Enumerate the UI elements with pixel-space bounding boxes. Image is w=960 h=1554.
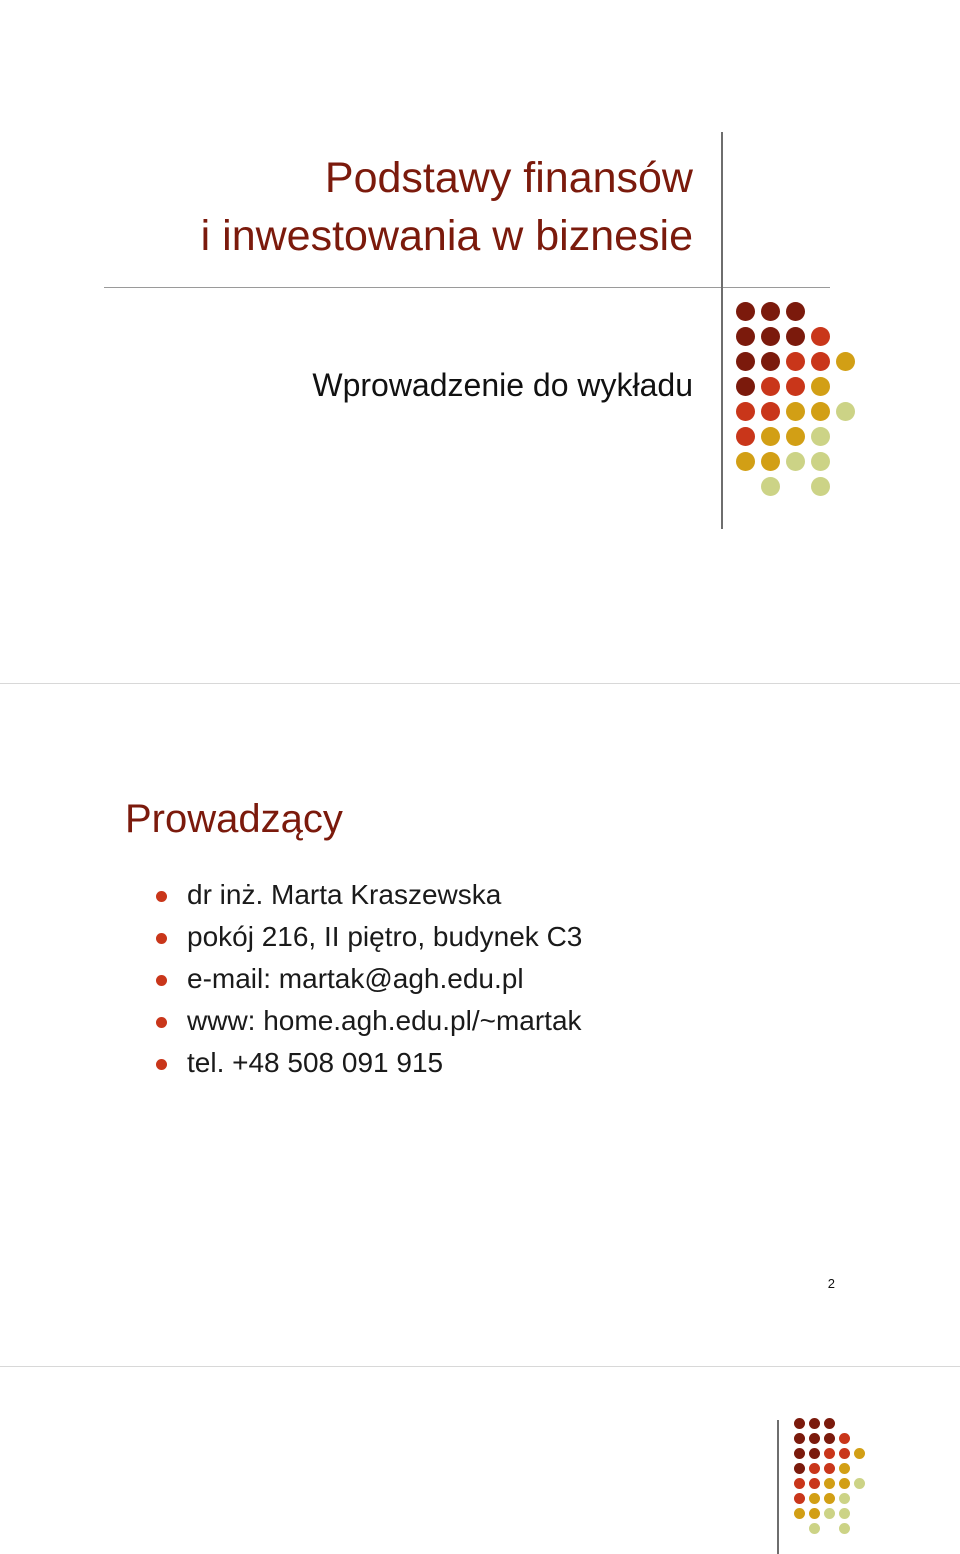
dot-gold <box>811 377 830 396</box>
dot-dark <box>761 327 780 346</box>
bullet-item-email <box>156 958 582 1000</box>
dot-red <box>761 402 780 421</box>
bullet-item-www <box>156 1000 582 1042</box>
bullet-item-phone <box>156 1042 582 1084</box>
title-line-1: Podstawy finansów <box>324 154 693 202</box>
vertical-divider <box>777 1420 779 1554</box>
dot-light <box>836 402 855 421</box>
bullet-icon <box>156 891 167 902</box>
dot-red <box>786 377 805 396</box>
dot-dark <box>761 302 780 321</box>
dot-dark <box>809 1433 820 1444</box>
dot-gold <box>809 1508 820 1519</box>
bullet-icon <box>156 933 167 944</box>
dot-gold <box>809 1493 820 1504</box>
dot-dark <box>794 1418 805 1429</box>
dot-gold <box>761 427 780 446</box>
dot-gold <box>836 352 855 371</box>
bullet-item-name <box>156 874 582 916</box>
dot-dark <box>786 302 805 321</box>
dot-light <box>809 1523 820 1534</box>
dot-gold <box>811 402 830 421</box>
dot-light <box>761 477 780 496</box>
dot-gold <box>824 1493 835 1504</box>
dot-dark <box>786 327 805 346</box>
dot-light <box>854 1478 865 1489</box>
dot-gold <box>786 427 805 446</box>
bullet-icon <box>156 975 167 986</box>
dot-light <box>811 452 830 471</box>
dot-dark <box>809 1418 820 1429</box>
dot-dark <box>824 1418 835 1429</box>
dot-light <box>811 427 830 446</box>
bullet-icon <box>156 1017 167 1028</box>
dot-dark <box>809 1448 820 1459</box>
dot-dark <box>736 327 755 346</box>
bullet-text: tel. +48 508 091 915 <box>187 1047 444 1078</box>
bullet-text: e-mail: martak@agh.edu.pl <box>187 963 524 994</box>
bullet-item-room <box>156 916 582 958</box>
bullet-text: www: home.agh.edu.pl/~martak <box>187 1005 582 1036</box>
dot-gold <box>736 452 755 471</box>
dot-red <box>824 1463 835 1474</box>
dot-dark <box>736 352 755 371</box>
dot-red <box>794 1493 805 1504</box>
dot-red <box>786 352 805 371</box>
dot-light <box>811 477 830 496</box>
dot-red <box>839 1448 850 1459</box>
dot-dark <box>824 1433 835 1444</box>
dot-gold <box>761 452 780 471</box>
dot-gold <box>786 402 805 421</box>
dot-light <box>839 1493 850 1504</box>
dot-light <box>839 1523 850 1534</box>
slide-heading: Prowadzący <box>125 797 343 841</box>
dot-dark <box>794 1448 805 1459</box>
dot-dark <box>761 352 780 371</box>
dot-gold <box>794 1508 805 1519</box>
dot-red <box>824 1448 835 1459</box>
dot-dark <box>736 377 755 396</box>
dot-dark <box>794 1463 805 1474</box>
dot-light <box>824 1508 835 1519</box>
bullet-text: dr inż. Marta Kraszewska <box>187 879 502 910</box>
dot-gold <box>824 1478 835 1489</box>
dot-dark <box>794 1433 805 1444</box>
dot-red <box>839 1433 850 1444</box>
subtitle: Wprowadzenie do wykładu <box>312 367 693 403</box>
dot-red <box>809 1478 820 1489</box>
dot-red <box>794 1478 805 1489</box>
vertical-divider <box>721 132 723 529</box>
dot-red <box>761 377 780 396</box>
dot-dark <box>736 302 755 321</box>
dot-light <box>839 1508 850 1519</box>
dot-red <box>811 352 830 371</box>
dot-gold <box>839 1463 850 1474</box>
bullet-icon <box>156 1059 167 1070</box>
page-number: 2 <box>827 1276 835 1291</box>
title-line-2: i inwestowania w biznesie <box>200 212 693 260</box>
dot-red <box>736 402 755 421</box>
dot-red <box>736 427 755 446</box>
dot-gold <box>854 1448 865 1459</box>
dot-light <box>786 452 805 471</box>
slide-1 <box>0 0 960 684</box>
dot-red <box>811 327 830 346</box>
bullet-list <box>156 874 582 1084</box>
bullet-text: pokój 216, II piętro, budynek C3 <box>187 921 583 952</box>
dot-gold <box>839 1478 850 1489</box>
dot-red <box>809 1463 820 1474</box>
